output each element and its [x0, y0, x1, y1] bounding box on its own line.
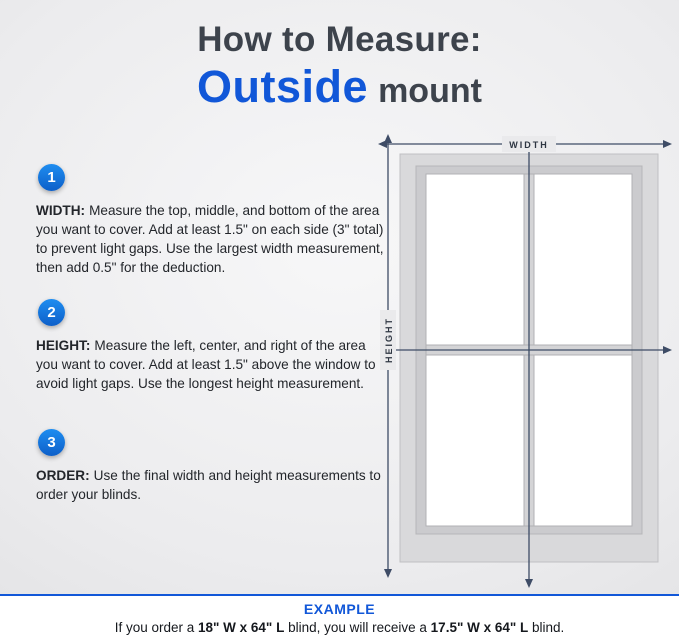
window-diagram [372, 128, 674, 594]
example-received-size: 17.5" W x 64" L [430, 620, 529, 635]
width-label: WIDTH [509, 140, 549, 150]
step-height [36, 299, 386, 393]
example-heading: EXAMPLE [303, 601, 376, 617]
footer-example [0, 594, 679, 644]
title-mount: mount [378, 71, 482, 110]
example-sentence [0, 620, 679, 635]
page-title-line2 [0, 60, 679, 112]
window-diagram-svg [372, 128, 674, 594]
example-part2: blind, you will receive a [284, 620, 431, 635]
example-part1: If you order a [114, 620, 198, 635]
width-arrow-right-head [663, 140, 672, 148]
step-1-label: WIDTH: [36, 203, 86, 218]
page-title-line1: How to Measure: [197, 20, 482, 59]
center-line-down-arrowhead [525, 579, 533, 588]
center-line-right-arrowhead [663, 346, 672, 354]
step-2-text [36, 336, 386, 393]
step-2-body: Measure the left, center, and right of the area you want to cover. Add at least 1.5" above the window to avoid light gaps. Use the longest height measurement. [36, 338, 376, 392]
steps-list [36, 164, 386, 526]
height-arrow-top-head [384, 134, 392, 143]
step-2-label: HEIGHT: [36, 338, 91, 354]
width-arrow [378, 136, 672, 152]
step-width [36, 164, 386, 277]
example-ordered-size: 18" W x 64" L [198, 620, 285, 635]
step-1-text [36, 201, 386, 277]
step-1-body: Measure the top, middle, and bottom of the area you want to cover. Add at least 1.5" on each side (3" total) to prevent light gaps. Use the largest width measurement, then add 0.5" for the deduction. [36, 203, 384, 276]
step-order [36, 429, 386, 504]
title-accent-outside: Outside [197, 60, 369, 112]
height-label-group [380, 310, 396, 370]
height-arrow-bottom-head [384, 569, 392, 578]
header [0, 22, 679, 110]
step-3-number-badge: 3 [38, 429, 65, 456]
step-3-text [36, 466, 386, 504]
example-part3: blind. [528, 620, 565, 635]
step-1-number-badge: 1 [38, 164, 65, 191]
height-arrow [380, 134, 396, 578]
step-3-body: Use the final width and height measurements to order your blinds. [36, 468, 381, 503]
height-label: HEIGHT [384, 316, 394, 364]
step-2-number-badge: 2 [38, 299, 65, 326]
step-3-label: ORDER: [36, 468, 90, 484]
